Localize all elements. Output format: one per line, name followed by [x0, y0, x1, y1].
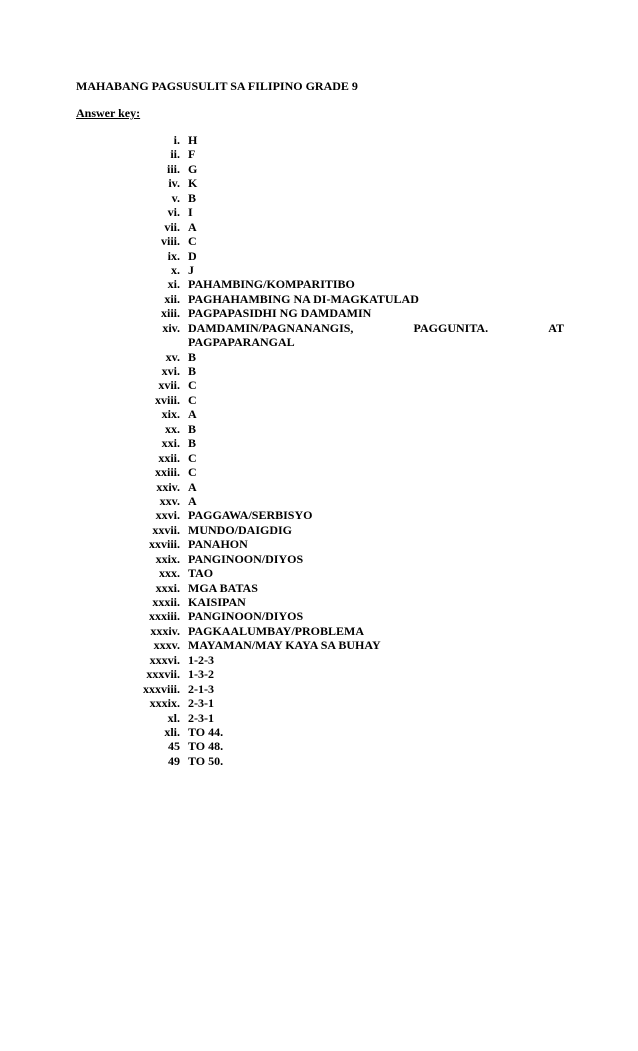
item-number: 45 [168, 739, 180, 754]
item-answer: A [188, 493, 197, 508]
item-answer: B [188, 190, 197, 205]
item-answer: PANGINOON/DIYOS [188, 609, 304, 624]
item-number: xviii. [154, 392, 180, 407]
item-answer: TO 50. [188, 753, 224, 768]
item-number: v. [171, 190, 180, 205]
item-number: xiv. [162, 320, 180, 335]
item-answer: MAYAMAN/MAY KAYA SA BUHAY [188, 638, 381, 653]
list-item [0, 552, 638, 566]
item-number: xvi. [161, 364, 180, 379]
item-number: xxii. [158, 450, 180, 465]
list-item [0, 711, 638, 725]
list-item [0, 393, 638, 407]
list-item [0, 595, 638, 609]
item-number: xxv. [159, 493, 180, 508]
item-number: xix. [161, 407, 180, 422]
item-number: xxi. [161, 436, 180, 451]
list-item [0, 566, 638, 580]
item-answer: F [188, 147, 196, 162]
item-answer: A [188, 219, 197, 234]
list-item [0, 162, 638, 176]
item-answer: PANAHON [188, 537, 248, 552]
item-answer: 1-2-3 [188, 652, 214, 667]
list-item [0, 205, 638, 219]
list-item [0, 191, 638, 205]
item-answer: 2-1-3 [188, 681, 214, 696]
item-number: i. [173, 133, 180, 147]
item-number: xii. [164, 291, 180, 306]
list-item [0, 523, 638, 537]
list-item [0, 133, 638, 147]
item-number: xiii. [160, 306, 180, 321]
item-answer: 1-3-2 [188, 667, 214, 682]
document-title: MAHABANG PAGSUSULIT SA FILIPINO GRADE 9 [76, 79, 358, 93]
list-item [0, 451, 638, 465]
item-number: xxviii. [148, 537, 180, 552]
item-answer: I [188, 205, 193, 220]
list-item [0, 754, 638, 768]
list-item [0, 220, 638, 234]
item-number: 49 [168, 753, 180, 768]
item-answer: K [188, 176, 198, 191]
answer-part: DAMDAMIN/PAGNANANGIS, [188, 320, 354, 335]
justified-line [188, 321, 564, 335]
list-item [0, 407, 638, 421]
answer-part: PAGPAPARANGAL [188, 335, 295, 350]
list-item [0, 725, 638, 739]
answer-list [0, 133, 638, 768]
item-number: xi. [167, 277, 180, 292]
item-answer: KAISIPAN [188, 595, 246, 610]
item-answer: B [188, 349, 197, 364]
list-item [0, 147, 638, 161]
item-number: ix. [167, 248, 180, 263]
item-number: xxxvii. [146, 667, 180, 682]
item-number: xxx. [159, 566, 180, 581]
list-item [0, 581, 638, 595]
item-number: iii. [166, 161, 180, 176]
answer-part: AT [548, 320, 564, 335]
item-answer: C [188, 378, 197, 393]
item-number: xxiii. [154, 465, 180, 480]
item-answer: C [188, 465, 197, 480]
item-number: xxxii. [152, 595, 180, 610]
item-number: ii. [170, 147, 180, 162]
item-number: xl. [167, 710, 180, 725]
item-answer: B [188, 436, 197, 451]
item-number: xxxix. [149, 696, 180, 711]
item-number: xxxviii. [142, 681, 180, 696]
item-answer: TO 48. [188, 739, 224, 754]
item-number: xxxvi. [149, 652, 180, 667]
item-answer: TO 44. [188, 724, 224, 739]
list-item [0, 422, 638, 436]
list-item [0, 350, 638, 364]
item-answer: H [188, 133, 198, 147]
item-answer: C [188, 392, 197, 407]
list-item [0, 277, 638, 291]
item-answer: MGA BATAS [188, 580, 258, 595]
item-answer: C [188, 234, 197, 249]
answer-part: PAGGUNITA. [413, 320, 489, 335]
list-item [0, 609, 638, 623]
item-answer: 2-3-1 [188, 696, 214, 711]
list-item [0, 624, 638, 638]
item-number: xli. [164, 724, 180, 739]
list-item [0, 249, 638, 263]
item-answer: B [188, 364, 197, 379]
item-answer: PAGPAPASIDHI NG DAMDAMIN [188, 306, 372, 321]
item-answer: G [188, 161, 198, 176]
list-item [0, 739, 638, 753]
item-answer: TAO [188, 566, 214, 581]
item-number: iv. [168, 176, 180, 191]
list-item [0, 682, 638, 696]
item-answer: PAHAMBING/KOMPARITIBO [188, 277, 355, 292]
item-answer: PANGINOON/DIYOS [188, 551, 304, 566]
item-number: xxix. [155, 551, 180, 566]
list-item [0, 292, 638, 306]
item-number: x. [171, 262, 180, 277]
item-number: viii. [160, 234, 180, 249]
item-number: xxxiii. [148, 609, 180, 624]
item-number: xx. [165, 421, 180, 436]
list-item [0, 306, 638, 320]
item-number: xxvi. [155, 508, 180, 523]
item-answer: C [188, 450, 197, 465]
list-item [0, 696, 638, 710]
list-item [0, 176, 638, 190]
item-number: xvii. [158, 378, 180, 393]
item-answer: A [188, 479, 197, 494]
answer-key-heading: Answer key: [76, 106, 141, 120]
item-number: xv. [165, 349, 180, 364]
list-item [0, 321, 638, 350]
item-number: xxvii. [152, 522, 180, 537]
list-item [0, 508, 638, 522]
item-answer: PAGHAHAMBING NA DI-MAGKATULAD [188, 291, 419, 306]
item-answer: 2-3-1 [188, 710, 214, 725]
list-item [0, 234, 638, 248]
item-answer: B [188, 421, 197, 436]
item-number: xxxv. [153, 638, 180, 653]
item-answer: MUNDO/DAIGDIG [188, 522, 292, 537]
item-number: vi. [167, 205, 180, 220]
item-answer: PAGKAALUMBAY/PROBLEMA [188, 623, 365, 638]
list-item [0, 537, 638, 551]
list-item [0, 364, 638, 378]
item-answer: D [188, 248, 197, 263]
item-answer [188, 321, 564, 350]
list-item [0, 436, 638, 450]
item-answer: PAGGAWA/SERBISYO [188, 508, 313, 523]
item-answer: J [188, 262, 194, 277]
list-item [0, 638, 638, 652]
list-item [0, 263, 638, 277]
item-number: vii. [164, 219, 180, 234]
list-item [0, 480, 638, 494]
list-item [0, 465, 638, 479]
list-item [0, 494, 638, 508]
item-number: xxiv. [156, 479, 180, 494]
list-item [0, 667, 638, 681]
list-item [0, 653, 638, 667]
list-item [0, 378, 638, 392]
item-number: xxxiv. [150, 623, 180, 638]
item-number: xxxi. [155, 580, 180, 595]
item-answer: A [188, 407, 197, 422]
